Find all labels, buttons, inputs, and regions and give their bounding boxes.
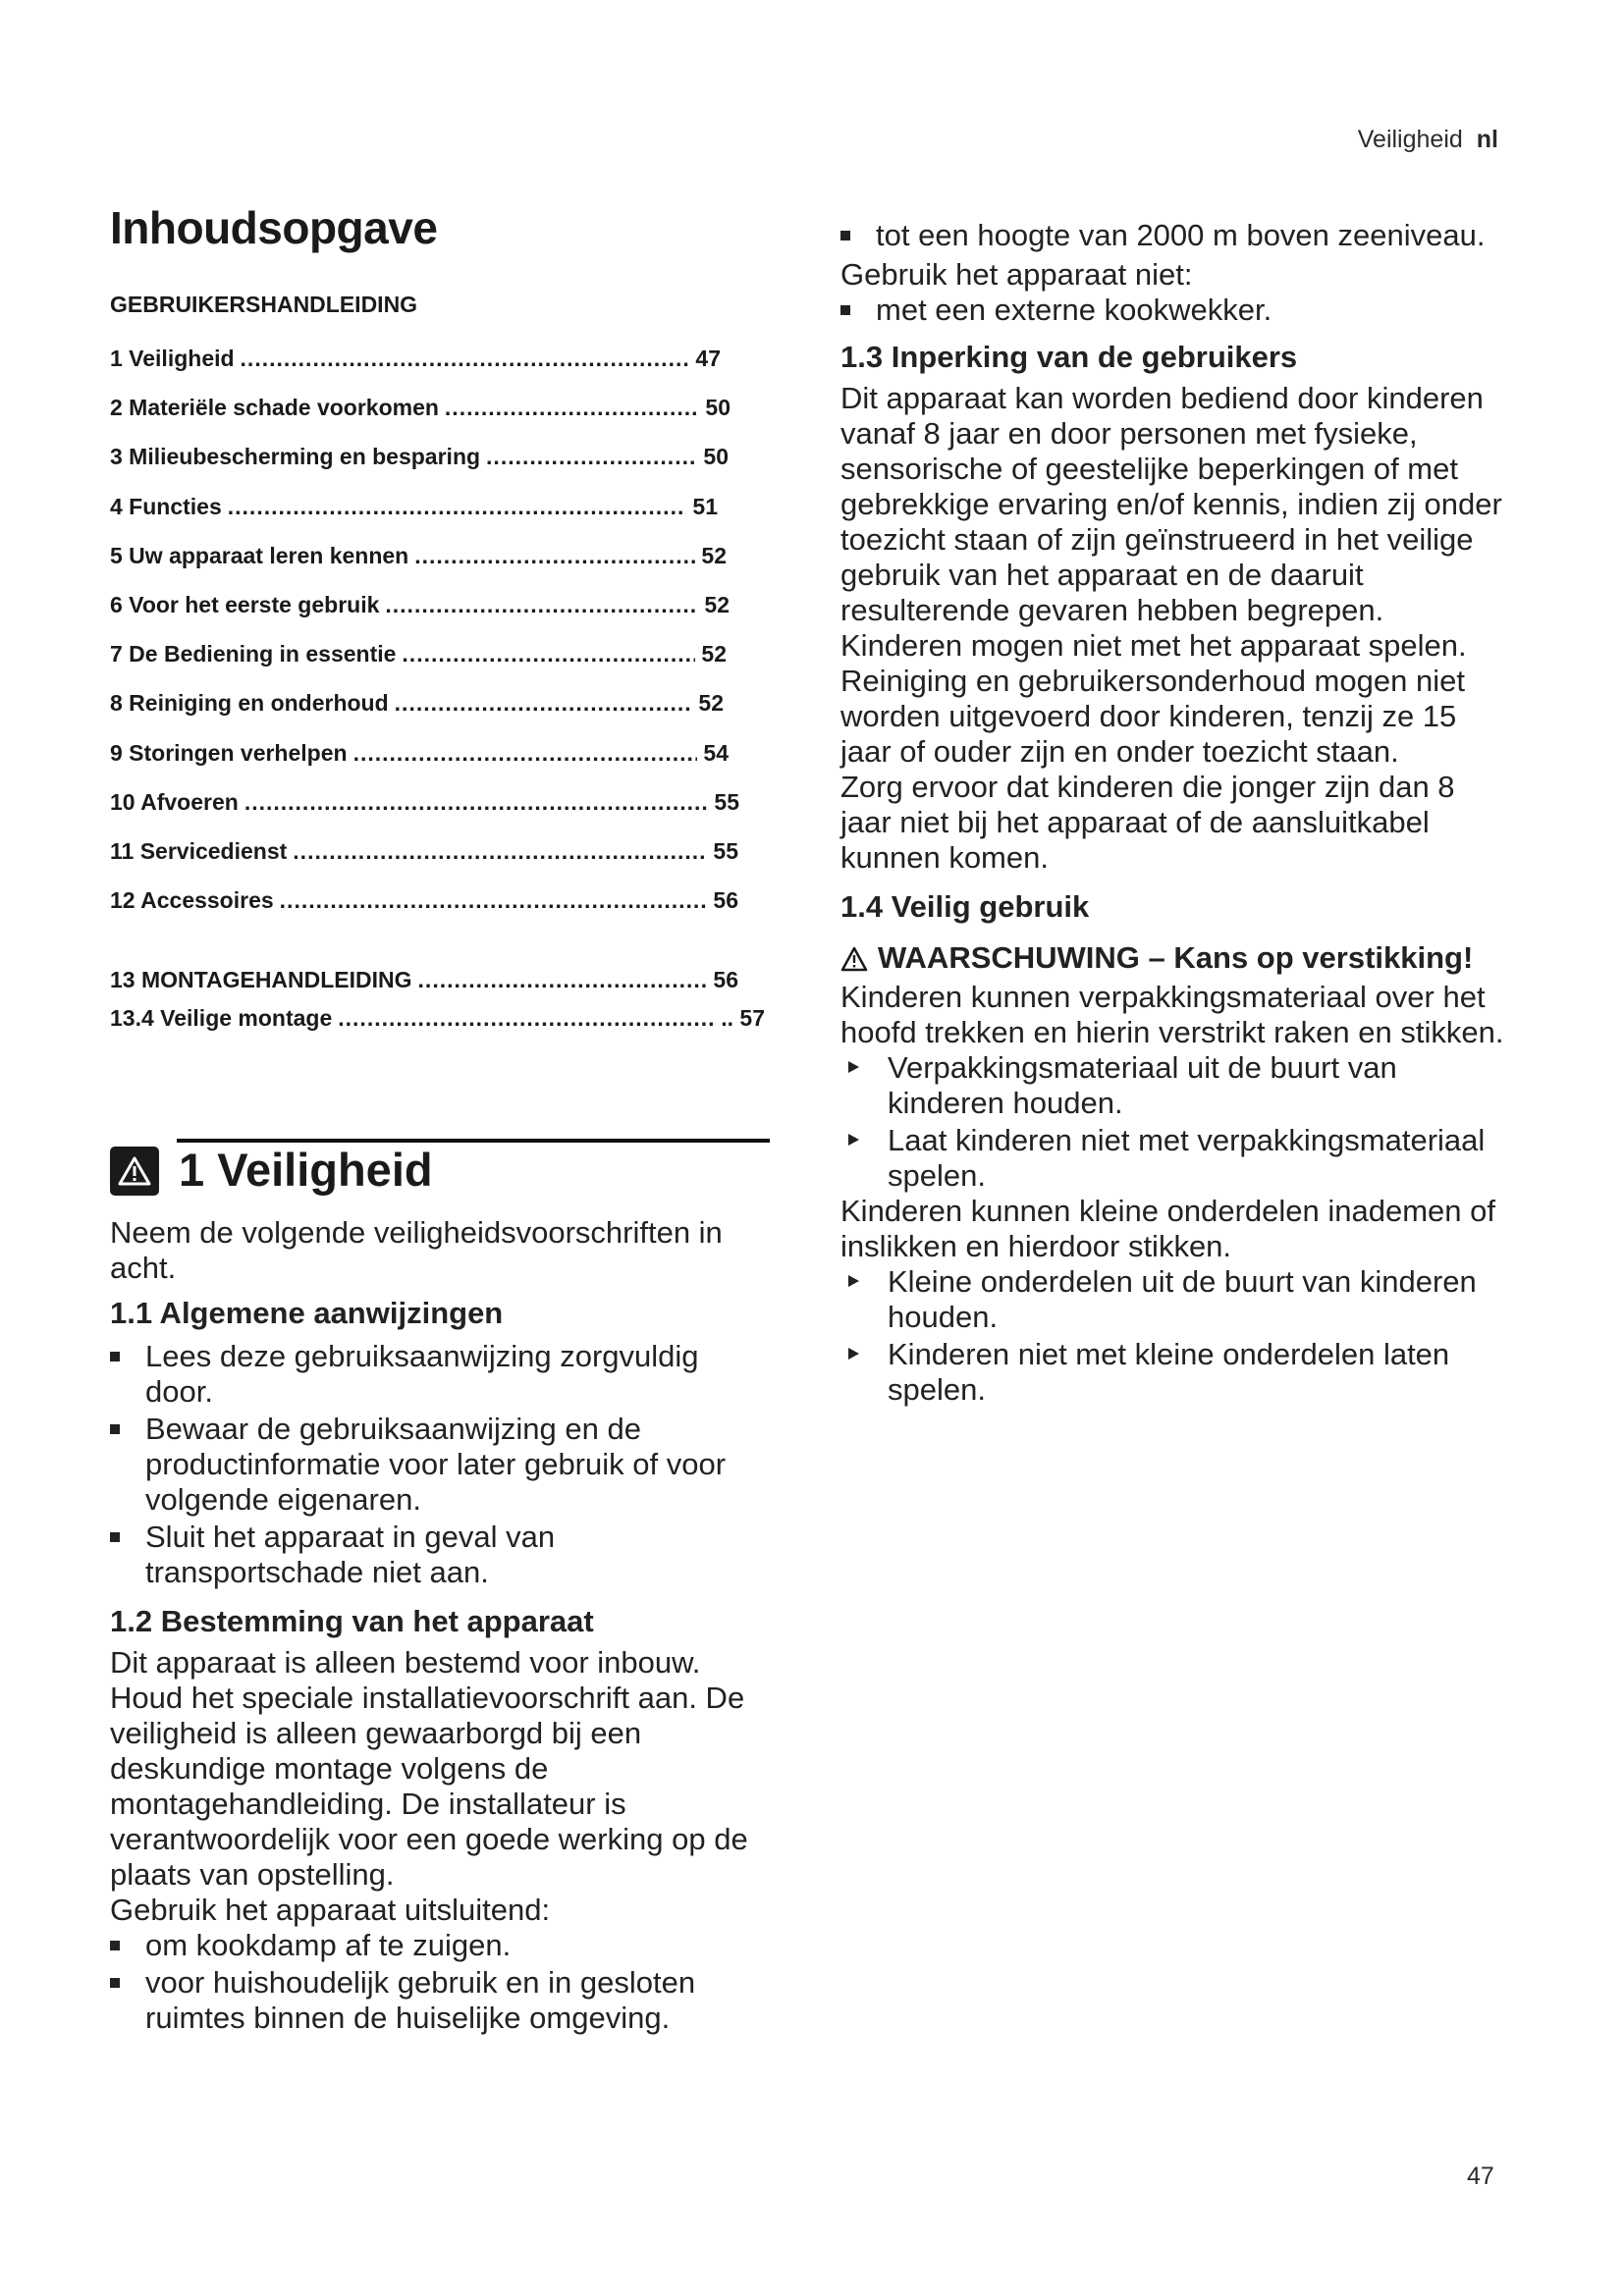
toc-entry[interactable]: 11 Servicedienst ..... 55 [110,838,738,870]
paragraph: Gebruik het apparaat uitsluitend: [110,1893,551,1927]
list-item: tot een hoogte van 2000 m boven zeeniveau. [840,218,1504,253]
list-item: Lees deze gebruiksaanwijzing zorgvuldig door. [110,1339,770,1410]
warning-triangle-icon [840,944,868,980]
toc-entry[interactable]: 9 Storingen verhelpen ..... 54 [110,740,729,772]
toc-title: Inhoudsopgave [110,202,438,253]
toc-entry[interactable]: 5 Uw apparaat leren kennen ..... 52 [110,543,727,574]
header-language: nl [1476,126,1498,153]
chapter-title: 1 Veiligheid [179,1144,433,1196]
toc-entry[interactable]: 4 Functies ..... 51 [110,494,718,525]
toc-entry[interactable]: 1 Veiligheid ..... 47 [110,346,721,377]
toc-entry[interactable]: 10 Afvoeren ..... 55 [110,789,739,821]
header-section: Veiligheid [1357,126,1463,153]
warning-heading [840,940,1504,980]
list-item: voor huishoudelijk gebruik en in gesloten ruimtes binnen de huiselijke omgeving. [110,1965,770,2036]
section-heading-1-4: 1.4 Veilig gebruik [840,889,1090,924]
paragraph: Kinderen mogen niet met het apparaat spelen. [840,628,1467,663]
list-item: Bewaar de gebruiksaanwijzing en de productinformatie voor later gebruik of voor volgende eigenaren. [110,1412,770,1518]
instruction-item: Kleine onderdelen uit de buurt van kinderen houden. [840,1264,1504,1335]
warning-icon [110,1147,159,1196]
toc-section-label: GEBRUIKERSHANDLEIDING [110,292,418,317]
page-number: 47 [1467,2163,1494,2190]
section-heading-1-2: 1.2 Bestemming van het apparaat [110,1604,594,1638]
bullet-list [110,1339,770,1590]
instruction-item: Kinderen niet met kleine onderdelen laten spelen. [840,1337,1504,1408]
toc-entry[interactable]: 3 Milieubescherming en besparing ..... 50 [110,444,729,475]
instruction-item: Laat kinderen niet met verpakkingsmateriaal spelen. [840,1123,1504,1194]
paragraph: Dit apparaat is alleen bestemd voor inbouw. Houd het speciale installatievoorschrift aan. De veiligheid is alleen gewaarborgd bij een deskundige montage volgens de montagehandleiding. De installateur is verantwoordelijk voor een goede werking op de plaats van opstelling. [110,1645,748,1892]
toc-entry[interactable]: 12 Accessoires ..... 56 [110,887,738,919]
toc-entry[interactable]: 2 Materiële schade voorkomen ..... 50 [110,395,731,426]
section-heading-1-3: 1.3 Inperking van de gebruikers [840,340,1298,374]
toc-entry[interactable]: 6 Voor het eerste gebruik ..... 52 [110,592,730,623]
paragraph: Dit apparaat kan worden bediend door kinderen vanaf 8 jaar en door personen met fysieke, sensorische of geestelijke beperkingen of met gebrekkige ervaring en/of kennis, indien zij onder toezicht staan of zijn geïnstrueerd in het veilige gebruik van het apparaat en de daaruit resulterende gevaren hebben begrepen. [840,381,1502,627]
paragraph: Kinderen kunnen verpakkingsmateriaal over het hoofd trekken en hierin verstrikt raken en stikken. [840,980,1504,1049]
chapter-heading [110,1129,770,1202]
chapter-intro: Neem de volgende veiligheidsvoorschriften in acht. [110,1215,723,1285]
warning-text: WAARSCHUWING – Kans op verstikking! [878,940,1474,975]
bullet-list [110,1928,770,2036]
toc-entry[interactable]: 13.4 Veilige montage ..... .. 57 [110,1005,765,1037]
paragraph: Kinderen kunnen kleine onderdelen inademen of inslikken en hierdoor stikken. [840,1194,1495,1263]
right-column-body [840,218,1504,1408]
left-column-body [110,1215,770,2036]
list-item: om kookdamp af te zuigen. [110,1928,770,1963]
toc-entry[interactable]: 13 MONTAGEHANDLEIDING ..... 56 [110,967,738,998]
paragraph: Zorg ervoor dat kinderen die jonger zijn dan 8 jaar niet bij het apparaat of de aansluitkabel kunnen komen. [840,770,1455,875]
list-item: met een externe kookwekker. [840,293,1504,328]
running-header [1358,126,1498,154]
toc-entry[interactable]: 7 De Bediening in essentie ..... 52 [110,641,727,672]
toc-entry[interactable]: 8 Reiniging en onderhoud ..... 52 [110,690,724,721]
paragraph: Reiniging en gebruikersonderhoud mogen niet worden uitgevoerd door kinderen, tenzij ze 15 jaar of ouder zijn en onder toezicht staan. [840,664,1465,769]
paragraph: Gebruik het apparaat niet: [840,257,1193,292]
instruction-item: Verpakkingsmateriaal uit de buurt van kinderen houden. [840,1050,1504,1121]
list-item: Sluit het apparaat in geval van transportschade niet aan. [110,1520,770,1590]
section-heading-1-1: 1.1 Algemene aanwijzingen [110,1296,504,1330]
